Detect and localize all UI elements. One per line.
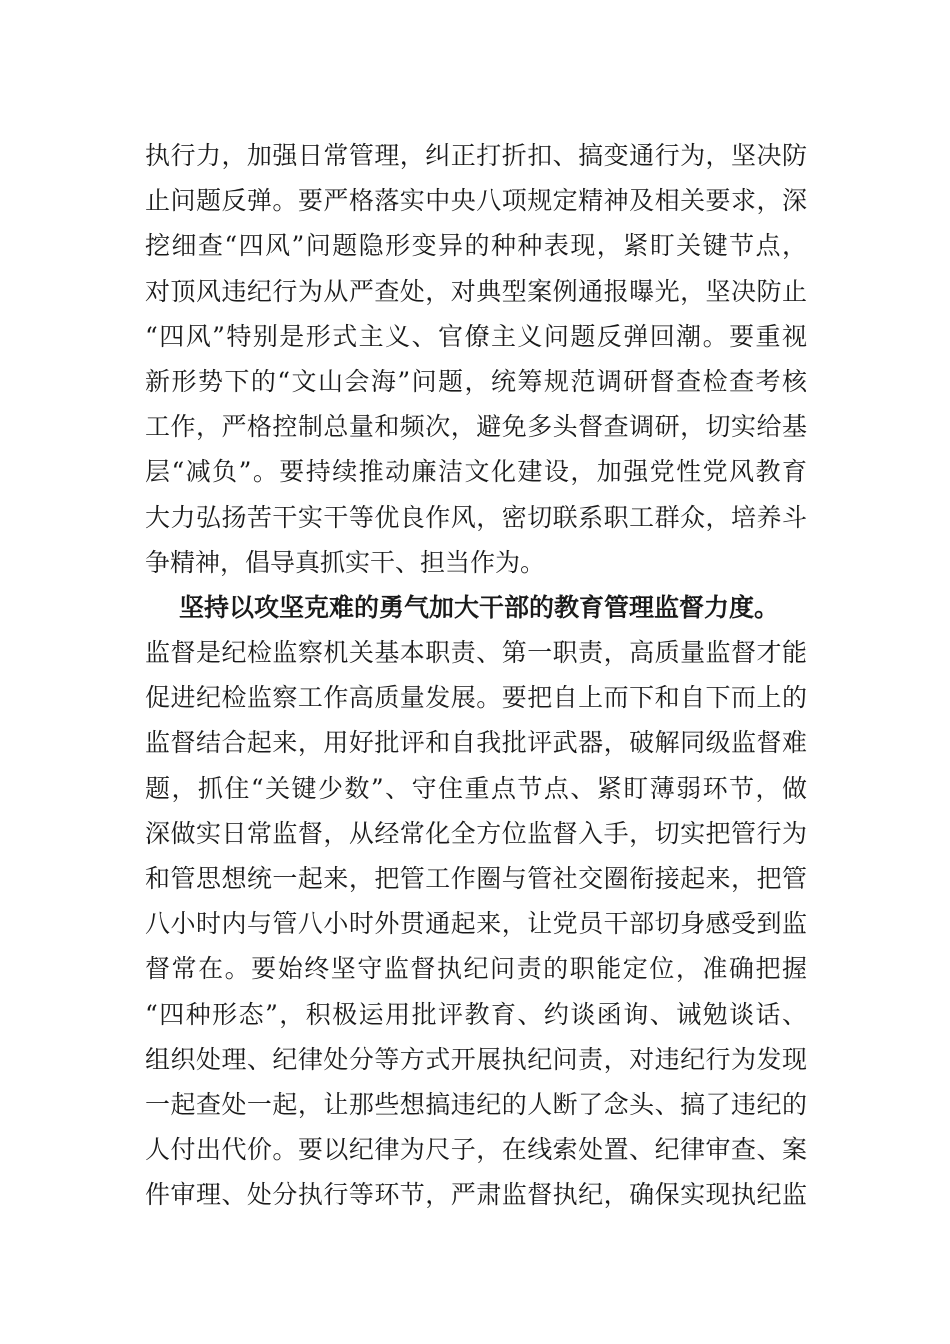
text-line: 工作，严格控制总量和频次，避免多头督查调研，切实给基	[145, 412, 807, 442]
text-line: 层“减负”。要持续推动廉洁文化建设，加强党性党风教育	[145, 457, 807, 487]
paragraph-style-discipline	[145, 133, 807, 585]
text-line: 挖细查“四风”问题隐形变异的种种表现，紧盯关键节点，	[145, 231, 807, 261]
text-line: “四风”特别是形式主义、官僚主义问题反弹回潮。要重视	[145, 321, 807, 351]
text-line: 大力弘扬苦干实干等优良作风，密切联系职工群众，培养斗	[145, 502, 807, 532]
text-line: 止问题反弹。要严格落实中央八项规定精神及相关要求，深	[145, 186, 807, 216]
section-heading: 坚持以攻坚克难的勇气加大干部的教育管理监督力度。	[179, 592, 780, 622]
text-line: 争精神，倡导真抓实干、担当作为。	[145, 547, 546, 577]
paragraph-supervision	[145, 630, 807, 1217]
text-line: 新形势下的“文山会海”问题，统筹规范调研督查检查考核	[145, 366, 807, 396]
text-line: 八小时内与管八小时外贯通起来，让党员干部切身感受到监	[145, 909, 807, 939]
text-line: 人付出代价。要以纪律为尺子，在线索处置、纪律审查、案	[145, 1135, 807, 1165]
text-line: 对顶风违纪行为从严查处，对典型案例通报曝光，坚决防止	[145, 276, 807, 306]
document-page	[145, 133, 807, 1218]
text-line: 件审理、处分执行等环节，严肃监督执纪，确保实现执纪监	[145, 1180, 807, 1210]
text-line: 监督是纪检监察机关基本职责、第一职责，高质量监督才能	[145, 638, 807, 668]
text-line: 和管思想统一起来，把管工作圈与管社交圈衔接起来，把管	[145, 864, 807, 893]
text-line: 督常在。要始终坚守监督执纪问责的职能定位，准确把握	[145, 954, 807, 984]
text-line: 促进纪检监察工作高质量发展。要把自上而下和自下而上的	[145, 683, 807, 713]
text-line: 监督结合起来，用好批评和自我批评武器，破解同级监督难	[145, 728, 807, 758]
text-line: “四种形态”，积极运用批评教育、约谈函询、诫勉谈话、	[145, 999, 807, 1029]
text-line: 一起查处一起，让那些想搞违纪的人断了念头、搞了违纪的	[145, 1089, 807, 1119]
text-line: 执行力，加强日常管理，纠正打折扣、搞变通行为，坚决防	[145, 141, 807, 170]
text-line: 深做实日常监督，从经常化全方位监督入手，切实把管行为	[145, 818, 807, 848]
text-line: 题，抓住“关键少数”、守住重点节点、紧盯薄弱环节，做	[145, 773, 807, 803]
text-line: 组织处理、纪律处分等方式开展执纪问责，对违纪行为发现	[145, 1044, 807, 1074]
